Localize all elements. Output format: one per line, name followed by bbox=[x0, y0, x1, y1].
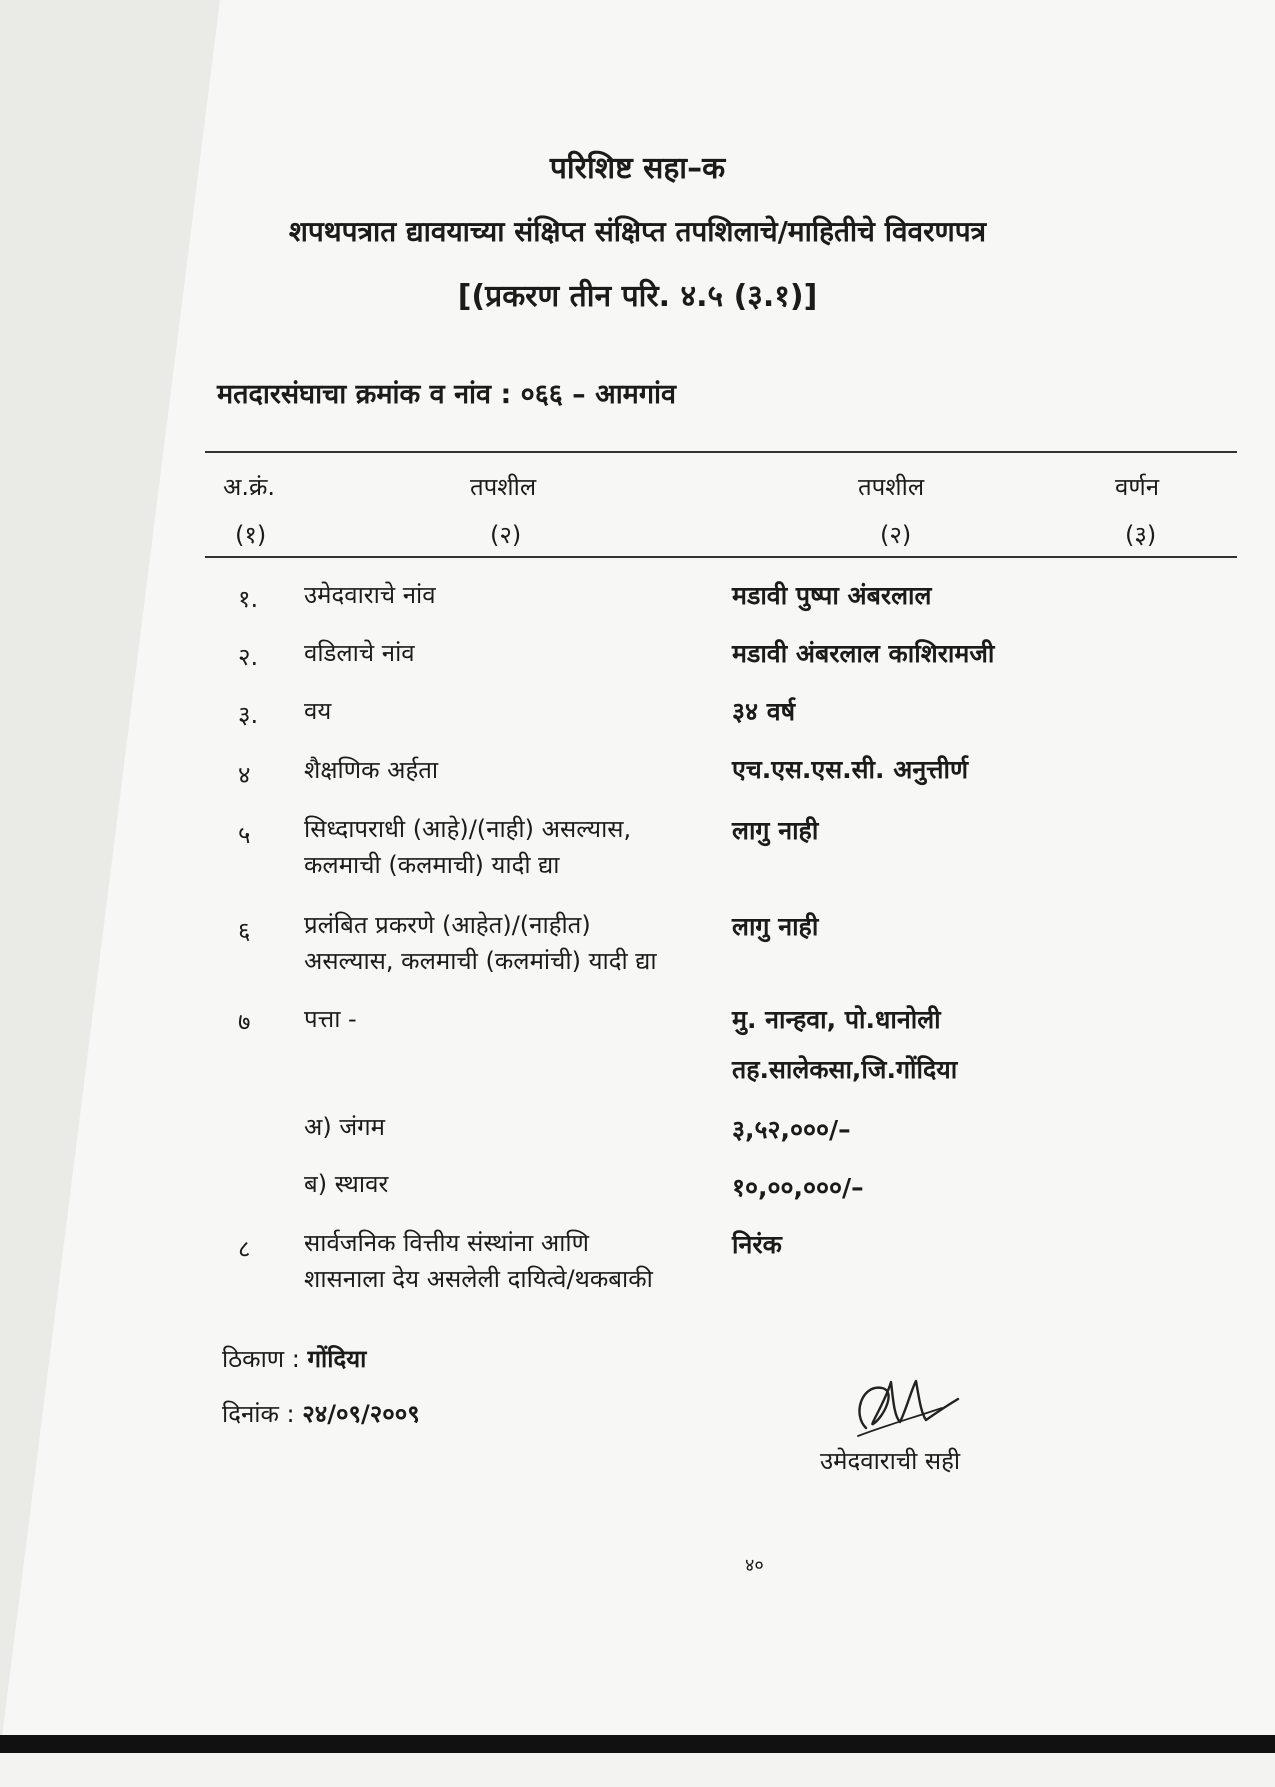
row-serial: ४ bbox=[238, 761, 251, 789]
date-label: दिनांक : bbox=[222, 1400, 295, 1428]
row-label: वय bbox=[304, 697, 332, 725]
header-number-4: (३) bbox=[1125, 521, 1157, 549]
header-serial: अ.क्रं. bbox=[223, 473, 276, 501]
liabilities-value: निरंक bbox=[732, 1230, 782, 1259]
row-label: वडिलाचे नांव bbox=[304, 639, 415, 667]
table-header-rule bbox=[205, 556, 1237, 558]
constituency-line: मतदारसंघाचा क्रमांक व नांव : ०६६ – आमगांव bbox=[217, 379, 677, 410]
date-line bbox=[222, 1397, 420, 1430]
row-serial: १. bbox=[238, 585, 259, 613]
row-label: पत्ता - bbox=[304, 1005, 357, 1033]
address-value-line-2: तह.सालेकसा,जि.गोंदिया bbox=[732, 1055, 958, 1084]
row-serial: ८ bbox=[238, 1235, 251, 1263]
header-number-1: (१) bbox=[235, 521, 267, 549]
place-line bbox=[222, 1342, 366, 1375]
chapter-reference: [(प्रकरण तीन परि. ४.५ (३.१)] bbox=[457, 279, 818, 314]
row-label: शैक्षणिक अर्हता bbox=[304, 756, 439, 784]
row-serial: ३. bbox=[238, 701, 259, 729]
education-value: एच.एस.एस.सी. अनुत्तीर्ण bbox=[732, 755, 969, 784]
movable-assets-value: ३,५२,०००/– bbox=[732, 1115, 851, 1144]
address-value-line-1: मु. नान्हवा, पो.धानोली bbox=[732, 1005, 941, 1034]
header-number-3: (२) bbox=[880, 521, 912, 549]
signature-label: उमेदवाराची सही bbox=[820, 1447, 961, 1475]
header-description: वर्णन bbox=[1115, 473, 1160, 501]
header-detail-2: तपशील bbox=[858, 473, 925, 501]
age-value: ३४ वर्ष bbox=[732, 697, 796, 726]
row-serial: ७ bbox=[238, 1008, 251, 1036]
row-label: प्रलंबित प्रकरणे (आहेत)/(नाहीत) bbox=[304, 911, 591, 939]
candidate-signature bbox=[840, 1370, 960, 1442]
place-label: ठिकाण : bbox=[222, 1345, 300, 1373]
row-serial: ५ bbox=[238, 821, 251, 849]
row-label: सार्वजनिक वित्तीय संस्थांना आणि bbox=[304, 1229, 589, 1257]
table-top-rule bbox=[205, 451, 1237, 453]
conviction-value: लागु नाही bbox=[732, 816, 819, 845]
document-subject: शपथपत्रात द्यावयाच्या संक्षिप्त संक्षिप्त तपशिलाचे/माहितीचे विवरणपत्र bbox=[288, 215, 987, 248]
row-serial: ६ bbox=[238, 917, 251, 945]
date-value: २४/०९/२००९ bbox=[302, 1400, 420, 1428]
appendix-title: परिशिष्ट सहा–क bbox=[549, 151, 726, 186]
row-label: ब) स्थावर bbox=[304, 1170, 389, 1198]
folded-corner-shadow bbox=[0, 0, 220, 1753]
row-serial: २. bbox=[238, 643, 259, 671]
father-name-value: मडावी अंबरलाल काशिरामजी bbox=[732, 639, 995, 668]
place-value: गोंदिया bbox=[307, 1345, 367, 1373]
page-mark: ४० bbox=[745, 1555, 764, 1576]
immovable-assets-value: १०,००,०००/– bbox=[732, 1173, 864, 1202]
row-label-line-2: शासनाला देय असलेली दायित्वे/थकबाकी bbox=[304, 1265, 653, 1293]
row-label: उमेदवाराचे नांव bbox=[304, 581, 436, 609]
header-detail-1: तपशील bbox=[470, 473, 537, 501]
row-label-line-2: असल्यास, कलमाची (कलमांची) यादी द्या bbox=[304, 947, 657, 975]
row-label: सिध्दापराधी (आहे)/(नाही) असल्यास, bbox=[304, 815, 632, 843]
pending-cases-value: लागु नाही bbox=[732, 912, 819, 941]
header-number-2: (२) bbox=[490, 521, 522, 549]
scan-bottom-edge bbox=[0, 1735, 1275, 1753]
candidate-name-value: मडावी पुष्पा अंबरलाल bbox=[732, 581, 932, 610]
row-label: अ) जंगम bbox=[304, 1113, 386, 1141]
row-label-line-2: कलमाची (कलमाची) यादी द्या bbox=[304, 851, 560, 879]
